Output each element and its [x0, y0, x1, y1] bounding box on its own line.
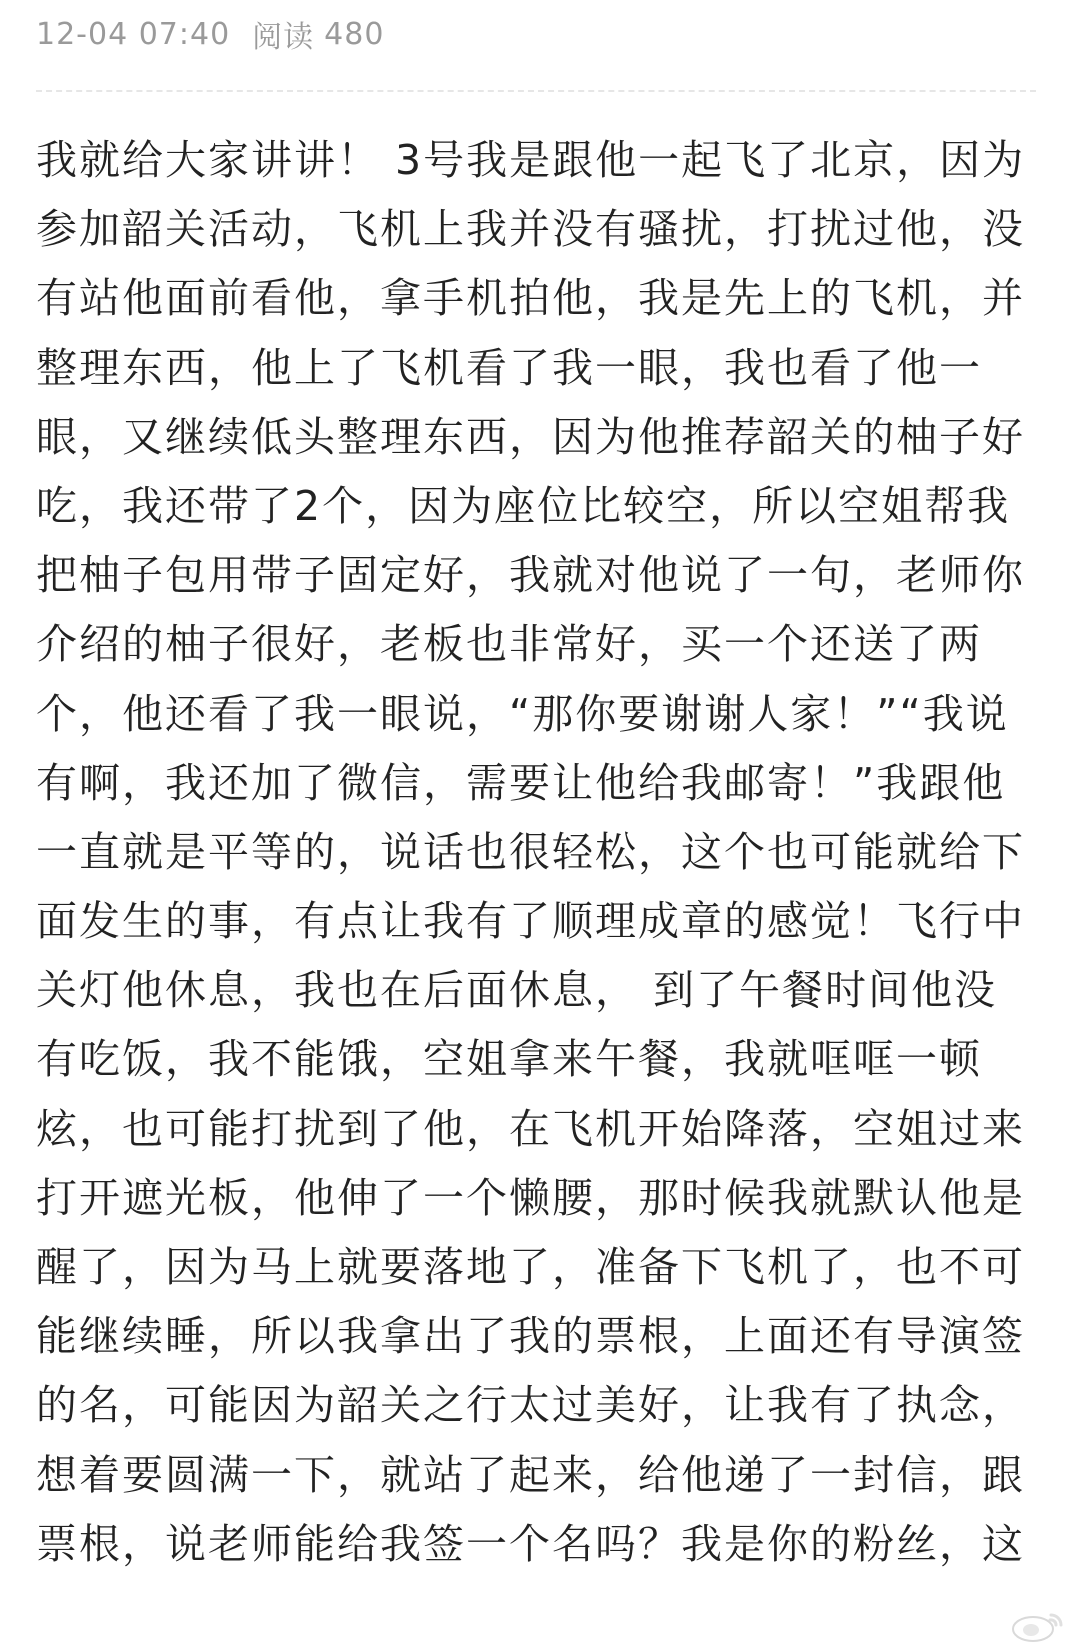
watermark: [1002, 1606, 1072, 1646]
article-line: 打开遮光板，他伸了一个懒腰，那时候我就默认他是: [36, 1173, 1025, 1222]
article-line: 关灯他休息，我也在后面休息， 到了午餐时间他没: [36, 966, 998, 1015]
views-label: 阅读: [252, 20, 315, 55]
article-line: 参加韶关活动，飞机上我并没有骚扰，打扰过他，没: [36, 205, 1025, 254]
article-line: 介绍的柚子很好，老板也非常好，买一个还送了两: [36, 620, 982, 669]
article-line: 能继续睡，所以我拿出了我的票根，上面还有导演签: [36, 1312, 1025, 1361]
article-line: 吃，我还带了2个，因为座位比较空，所以空姐帮我: [36, 481, 1011, 530]
article-line: 的名，可能因为韶关之行太过美好，让我有了执念，: [36, 1381, 1025, 1430]
article-line: 把柚子包用带子固定好，我就对他说了一句，老师你: [36, 551, 1025, 600]
article-line: 有吃饭，我不能饿，空姐拿来午餐，我就哐哐一顿: [36, 1035, 982, 1084]
header-divider: [36, 90, 1036, 92]
article-line: 有站他面前看他，拿手机拍他，我是先上的飞机，并: [36, 274, 1025, 323]
post-date: 12-04 07:40: [36, 16, 231, 52]
article-line: 票根，说老师能给我签一个名吗？我是你的粉丝，这: [36, 1519, 1025, 1568]
article-line: 眼，又继续低头整理东西，因为他推荐韶关的柚子好: [36, 412, 1025, 461]
article-line: 个，他还看了我一眼说，“那你要谢谢人家！”“我说: [36, 689, 1009, 738]
article-line: 炫，也可能打扰到了他，在飞机开始降落，空姐过来: [36, 1104, 1025, 1153]
weibo-logo-icon: [1007, 1609, 1067, 1643]
views-count: 480: [324, 16, 385, 52]
article-line: 面发生的事，有点让我有了顺理成章的感觉！飞行中: [36, 897, 1025, 946]
article-line: 有啊，我还加了微信，需要让他给我邮寄！”我跟他: [36, 758, 1006, 807]
article-body: [36, 126, 1040, 1579]
article-line: 整理东西，他上了飞机看了我一眼，我也看了他一: [36, 343, 982, 392]
article-line: 想着要圆满一下，就站了起来，给他递了一封信，跟: [36, 1450, 1025, 1499]
article-line: 我就给大家讲讲！ 3号我是跟他一起飞了北京，因为: [36, 136, 1026, 184]
post-meta: [36, 12, 384, 56]
article-line: 醒了，因为马上就要落地了，准备下飞机了，也不可: [36, 1243, 1025, 1291]
article-line: 一直就是平等的，说话也很轻松，这个也可能就给下: [36, 827, 1025, 876]
